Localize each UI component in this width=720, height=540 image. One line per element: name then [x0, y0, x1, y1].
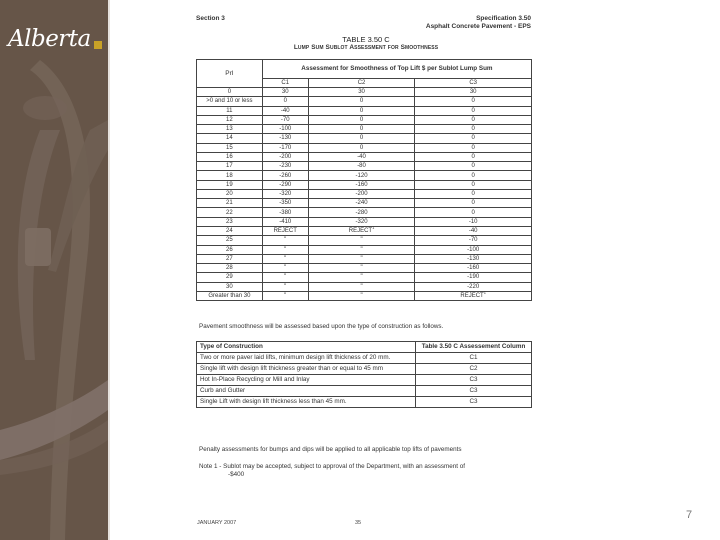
cell-value: 0 [359, 98, 364, 105]
cell-c2 [308, 291, 415, 300]
cell-c3 [415, 245, 532, 254]
cell-value: 0 [359, 144, 364, 151]
cell-value: 0 [471, 163, 475, 170]
cell-prl [197, 236, 263, 245]
table-row [197, 143, 532, 152]
table-row [197, 282, 532, 291]
footnote-1 [199, 463, 529, 479]
alberta-logo [8, 28, 102, 51]
cell-value: -160 [355, 181, 368, 188]
cell-c3 [415, 106, 532, 115]
column-header-c2: C2 [308, 79, 415, 88]
cell-prl [197, 171, 263, 180]
cell-value: -320 [279, 191, 292, 198]
cell-value: 12 [226, 116, 233, 123]
assessment-column-cell: C1 [416, 353, 532, 364]
cell-prl [197, 106, 263, 115]
cell-value: 21 [226, 200, 233, 207]
cell-value: 0 [471, 144, 475, 151]
cell-value: -350 [279, 200, 292, 207]
cell-c2 [308, 115, 415, 124]
cell-prl [197, 282, 263, 291]
table-row [197, 88, 532, 97]
sidebar-divider [108, 0, 110, 540]
cell-prl [197, 264, 263, 273]
cell-c1 [262, 291, 308, 300]
logo-wordmark: Alberta [8, 26, 91, 52]
cell-value: 14 [226, 135, 233, 142]
cell-value: -200 [279, 153, 292, 160]
cell-prl [197, 162, 263, 171]
cell-value: " [284, 255, 287, 262]
cell-prl [197, 273, 263, 282]
cell-c3 [415, 254, 532, 263]
table-row [197, 226, 532, 235]
cell-prl [197, 152, 263, 161]
cell-value: 22 [226, 209, 233, 216]
cell-value: -130 [279, 135, 292, 142]
cell-prl [197, 88, 263, 97]
table-row [197, 115, 532, 124]
cell-value: 17 [226, 163, 233, 170]
cell-value: 28 [226, 265, 233, 272]
cell-prl [197, 134, 263, 143]
cell-prl [197, 291, 263, 300]
cell-value: REJECT [348, 228, 373, 235]
cell-c1 [262, 254, 308, 263]
cell-c3 [415, 134, 532, 143]
cell-value: 0 [471, 107, 475, 114]
column-header-c3: C3 [415, 79, 532, 88]
cell-c2 [308, 254, 415, 263]
cell-value: 19 [226, 181, 233, 188]
cell-value: 0 [359, 107, 364, 114]
cell-c2 [308, 264, 415, 273]
cell-value: " [284, 274, 287, 281]
cell-value: 0 [359, 116, 364, 123]
cell-c3 [415, 162, 532, 171]
cell-prl [197, 217, 263, 226]
cell-c2 [308, 152, 415, 161]
table-row [197, 125, 532, 134]
cell-value: 26 [226, 246, 233, 253]
cell-prl [197, 143, 263, 152]
cell-value: " [360, 265, 363, 272]
cell-value: -260 [279, 172, 292, 179]
table-row [197, 180, 532, 189]
table-subtitle: Lump Sum Sublot Assessment for Smoothness [293, 44, 439, 51]
assessment-column-cell: C3 [416, 386, 532, 397]
cell-value: Greater than 30 [208, 292, 251, 299]
cell-c3 [415, 115, 532, 124]
cell-value: REJECT [273, 228, 297, 235]
cell-c3 [415, 282, 532, 291]
cell-value: 27 [226, 255, 233, 262]
cell-value: -160 [467, 265, 480, 272]
cell-value: " [284, 292, 287, 299]
cell-value: " [360, 283, 363, 290]
cell-c2 [308, 97, 415, 106]
cell-value: 0 [471, 98, 475, 105]
type-of-construction-header: Type of Construction [197, 342, 416, 353]
table-row [197, 291, 532, 300]
table-row [197, 217, 532, 226]
cell-value: " [360, 292, 363, 299]
cell-value: 0 [471, 126, 475, 133]
footnote-marker: 1 [483, 289, 486, 295]
cell-value: 0 [471, 172, 475, 179]
cell-value: " [360, 255, 363, 262]
table-row [197, 236, 532, 245]
cell-value: 29 [226, 274, 233, 281]
cell-value: 0 [359, 135, 364, 142]
cell-c1 [262, 226, 308, 235]
cell-value: -220 [467, 283, 480, 290]
cell-c1 [262, 189, 308, 198]
cell-value: -130 [467, 255, 480, 262]
cell-value: -40 [280, 107, 290, 114]
cell-c1 [262, 199, 308, 208]
cell-c3 [415, 143, 532, 152]
cell-c3 [415, 236, 532, 245]
cell-c3 [415, 199, 532, 208]
cell-c1 [262, 245, 308, 254]
cell-value: -280 [355, 209, 368, 216]
cell-value: 30 [281, 89, 289, 96]
assessment-group-header: Assessment for Smoothness of Top Lift $ per Sublot Lump Sum [262, 60, 531, 79]
footer-page-number: 35 [355, 520, 362, 526]
cell-value: 0 [359, 126, 364, 133]
table-row [197, 189, 532, 198]
cell-c2 [308, 171, 415, 180]
footnote-line-1: Note 1 - Sublot may be accepted, subject to approval of the Department, with an assessment of [199, 463, 466, 470]
slide-number: 7 [686, 509, 693, 521]
cell-c1 [262, 143, 308, 152]
cell-c2 [308, 180, 415, 189]
cell-value: -190 [467, 274, 480, 281]
construction-type-cell: Curb and Gutter [197, 386, 416, 397]
table-row [197, 171, 532, 180]
cell-value: 16 [226, 153, 233, 160]
cell-value: 11 [226, 107, 233, 114]
cell-c3 [415, 291, 532, 300]
cell-value: -380 [279, 209, 292, 216]
cell-c2 [308, 226, 415, 235]
cell-c3 [415, 208, 532, 217]
cell-c3 [415, 189, 532, 198]
table-row [197, 162, 532, 171]
table-row [197, 397, 532, 408]
construction-type-cell: Single Lift with design lift thickness less than 45 mm. [197, 397, 416, 408]
cell-c1 [262, 282, 308, 291]
cell-c3 [415, 88, 532, 97]
cell-c1 [262, 134, 308, 143]
cell-value: -410 [279, 218, 292, 225]
cell-value: -290 [279, 181, 292, 188]
table-row [197, 208, 532, 217]
cell-value: " [360, 274, 363, 281]
cell-c2 [308, 282, 415, 291]
cell-value: -200 [355, 191, 368, 198]
cell-c3 [415, 180, 532, 189]
table-row [197, 106, 532, 115]
table-row [197, 353, 532, 364]
cell-value: 24 [226, 228, 233, 235]
cell-prl [197, 226, 263, 235]
cell-c2 [308, 199, 415, 208]
cell-prl [197, 115, 263, 124]
assessment-column-cell: C2 [416, 364, 532, 375]
table-row [197, 254, 532, 263]
cell-prl [197, 97, 263, 106]
cell-c1 [262, 264, 308, 273]
cell-value: -10 [468, 218, 478, 225]
cell-c3 [415, 264, 532, 273]
section-label: Section 3 [196, 15, 225, 22]
table-row [197, 245, 532, 254]
cell-value: 30 [469, 89, 477, 96]
cell-c1 [262, 236, 308, 245]
prl-column-header: PrI [197, 60, 263, 88]
table-row [197, 273, 532, 282]
cell-prl [197, 245, 263, 254]
construction-type-cell: Two or more paver laid lifts, minimum design lift thickness of 20 mm. [197, 353, 416, 364]
cell-value: " [284, 237, 287, 244]
cell-value: -170 [279, 144, 292, 151]
smoothness-assessment-table [196, 59, 532, 301]
cell-value: 0 [471, 153, 475, 160]
cell-value: " [284, 246, 287, 253]
cell-c3 [415, 273, 532, 282]
construction-type-table [196, 341, 532, 408]
assessment-column-cell: C3 [416, 375, 532, 386]
cell-value: 23 [226, 218, 233, 225]
cell-value: " [360, 246, 363, 253]
cell-value: REJECT [460, 292, 484, 299]
cell-value: -70 [468, 237, 478, 244]
cell-value: 15 [226, 144, 233, 151]
logo-badge-icon [94, 41, 102, 49]
cell-value: 13 [226, 126, 233, 133]
footnote-marker: 1 [372, 225, 375, 231]
cell-value: 0 [283, 98, 287, 105]
table-row [197, 375, 532, 386]
cell-c3 [415, 171, 532, 180]
cell-c3 [415, 125, 532, 134]
cell-prl [197, 208, 263, 217]
cell-prl [197, 125, 263, 134]
cell-c2 [308, 245, 415, 254]
cell-value: 25 [226, 237, 233, 244]
cell-c1 [262, 208, 308, 217]
cell-prl [197, 189, 263, 198]
cell-value: 0 [471, 135, 475, 142]
cell-value: -100 [279, 126, 292, 133]
cell-value: -230 [279, 163, 292, 170]
cell-c1 [262, 217, 308, 226]
cell-value: -240 [355, 200, 368, 207]
cell-c2 [308, 162, 415, 171]
table-row [197, 134, 532, 143]
cell-c2 [308, 236, 415, 245]
cell-c1 [262, 115, 308, 124]
spec-name: Asphalt Concrete Pavement - EPS [425, 23, 531, 30]
cell-c1 [262, 273, 308, 282]
cell-value: 0 [471, 200, 475, 207]
cell-c2 [308, 134, 415, 143]
cell-value: " [360, 237, 363, 244]
cell-value: -100 [467, 246, 480, 253]
cell-c1 [262, 171, 308, 180]
decorative-swoosh-graphic [0, 0, 108, 540]
cell-c3 [415, 226, 532, 235]
assessment-column-cell: C3 [416, 397, 532, 408]
cell-c1 [262, 180, 308, 189]
construction-type-cell: Single lift with design lift thickness greater than or equal to 45 mm [197, 364, 416, 375]
cell-value: -80 [357, 163, 366, 170]
cell-c2 [308, 88, 415, 97]
cell-value: " [284, 265, 287, 272]
cell-prl [197, 180, 263, 189]
cell-c1 [262, 97, 308, 106]
cell-value: 0 [471, 181, 475, 188]
table-row [197, 152, 532, 161]
cell-value: 0 [471, 209, 475, 216]
cell-c2 [308, 189, 415, 198]
cell-c1 [262, 106, 308, 115]
cell-c1 [262, 88, 308, 97]
cell-value: -40 [468, 228, 478, 235]
cell-c2 [308, 273, 415, 282]
cell-value: 30 [226, 283, 233, 290]
penalty-note: Penalty assessments for bumps and dips will be applied to all applicable top lifts of pavements [199, 446, 462, 453]
cell-c1 [262, 152, 308, 161]
table-row [197, 97, 532, 106]
spec-number: Specification 3.50 [476, 15, 531, 22]
table-row [197, 264, 532, 273]
construction-type-intro: Pavement smoothness will be assessed based upon the type of construction as follows. [199, 323, 444, 330]
cell-value: 0 [471, 191, 475, 198]
cell-prl [197, 199, 263, 208]
cell-c3 [415, 217, 532, 226]
cell-prl [197, 254, 263, 263]
cell-value: 30 [358, 89, 365, 96]
table-row [197, 364, 532, 375]
construction-type-cell: Hot In-Place Recycling or Mill and Inlay [197, 375, 416, 386]
column-header-c1: C1 [262, 79, 308, 88]
cell-value: 20 [226, 191, 233, 198]
cell-value: -40 [357, 153, 366, 160]
cell-value: -120 [355, 172, 368, 179]
cell-c2 [308, 143, 415, 152]
cell-c3 [415, 152, 532, 161]
cell-c2 [308, 217, 415, 226]
cell-value: >0 and 10 or less [206, 98, 253, 105]
table-row [197, 199, 532, 208]
specification-label [400, 15, 531, 31]
assessment-column-header: Table 3.50 C Assessement Column [416, 342, 532, 353]
cell-value: " [284, 283, 287, 290]
cell-c3 [415, 97, 532, 106]
footnote-line-2: -$400 [228, 471, 245, 478]
cell-value: 0 [227, 89, 232, 96]
cell-value: 18 [226, 172, 233, 179]
cell-value: -320 [355, 218, 368, 225]
cell-c2 [308, 125, 415, 134]
table-row [197, 386, 532, 397]
cell-c2 [308, 208, 415, 217]
cell-c1 [262, 125, 308, 134]
cell-c1 [262, 162, 308, 171]
footer-date: JANUARY 2007 [197, 520, 237, 526]
cell-value: -70 [280, 116, 290, 123]
sidebar-brand-panel [0, 0, 108, 540]
cell-c2 [308, 106, 415, 115]
cell-value: 0 [471, 116, 475, 123]
table-title: TABLE 3.50 C [342, 35, 390, 44]
